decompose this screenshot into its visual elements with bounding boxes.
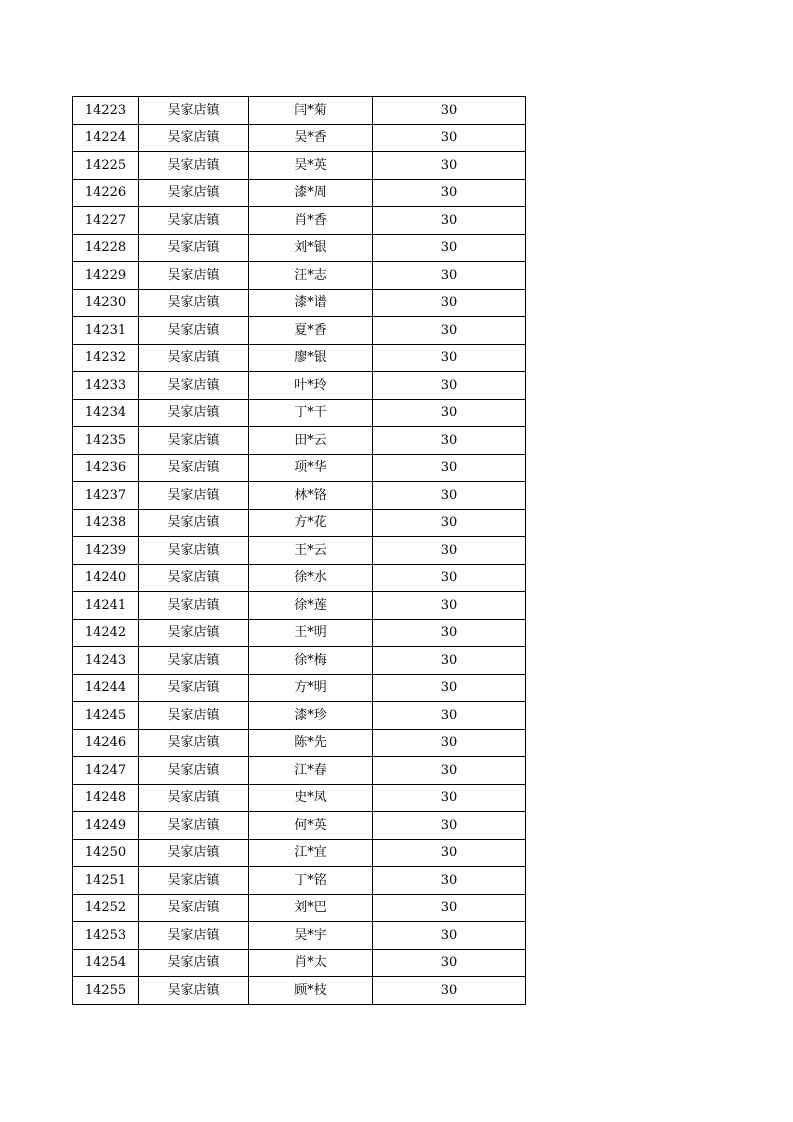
town-cell: 吴家店镇 [139,97,249,125]
row-id-cell: 14242 [73,619,139,647]
name-cell: 漆*谱 [249,289,373,317]
amount-cell: 30 [373,619,526,647]
amount-cell: 30 [373,234,526,262]
row-id-cell: 14253 [73,922,139,950]
amount-cell: 30 [373,839,526,867]
table-row [73,454,526,482]
row-id-cell: 14244 [73,674,139,702]
row-id-cell: 14226 [73,179,139,207]
row-id-cell: 14230 [73,289,139,317]
amount-cell: 30 [373,922,526,950]
row-id-cell: 14249 [73,812,139,840]
name-cell: 方*花 [249,509,373,537]
name-cell: 吴*英 [249,152,373,180]
row-id-cell: 14234 [73,399,139,427]
table-row [73,619,526,647]
town-cell: 吴家店镇 [139,702,249,730]
row-id-cell: 14247 [73,757,139,785]
amount-cell: 30 [373,399,526,427]
town-cell: 吴家店镇 [139,784,249,812]
town-cell: 吴家店镇 [139,894,249,922]
town-cell: 吴家店镇 [139,262,249,290]
amount-cell: 30 [373,152,526,180]
table-row [73,372,526,400]
amount-cell: 30 [373,647,526,675]
name-cell: 徐*梅 [249,647,373,675]
row-id-cell: 14232 [73,344,139,372]
table-row [73,234,526,262]
town-cell: 吴家店镇 [139,399,249,427]
table-row [73,537,526,565]
name-cell: 叶*玲 [249,372,373,400]
town-cell: 吴家店镇 [139,317,249,345]
row-id-cell: 14255 [73,977,139,1005]
name-cell: 廖*银 [249,344,373,372]
town-cell: 吴家店镇 [139,207,249,235]
table-row [73,564,526,592]
table-row [73,399,526,427]
amount-cell: 30 [373,207,526,235]
table-body [73,97,526,1005]
row-id-cell: 14238 [73,509,139,537]
row-id-cell: 14237 [73,482,139,510]
amount-cell: 30 [373,289,526,317]
town-cell: 吴家店镇 [139,729,249,757]
town-cell: 吴家店镇 [139,344,249,372]
name-cell: 肖*太 [249,949,373,977]
town-cell: 吴家店镇 [139,949,249,977]
table-row [73,317,526,345]
table-row [73,152,526,180]
amount-cell: 30 [373,344,526,372]
amount-cell: 30 [373,537,526,565]
amount-cell: 30 [373,262,526,290]
row-id-cell: 14236 [73,454,139,482]
town-cell: 吴家店镇 [139,482,249,510]
table-row [73,262,526,290]
name-cell: 吴*香 [249,124,373,152]
town-cell: 吴家店镇 [139,537,249,565]
row-id-cell: 14229 [73,262,139,290]
name-cell: 夏*香 [249,317,373,345]
table-row [73,289,526,317]
name-cell: 汪*志 [249,262,373,290]
amount-cell: 30 [373,317,526,345]
town-cell: 吴家店镇 [139,867,249,895]
row-id-cell: 14235 [73,427,139,455]
table-row [73,702,526,730]
table-row [73,894,526,922]
name-cell: 丁*干 [249,399,373,427]
name-cell: 田*云 [249,427,373,455]
table-row [73,784,526,812]
town-cell: 吴家店镇 [139,647,249,675]
row-id-cell: 14231 [73,317,139,345]
town-cell: 吴家店镇 [139,592,249,620]
amount-cell: 30 [373,454,526,482]
town-cell: 吴家店镇 [139,564,249,592]
town-cell: 吴家店镇 [139,922,249,950]
name-cell: 刘*银 [249,234,373,262]
town-cell: 吴家店镇 [139,454,249,482]
amount-cell: 30 [373,949,526,977]
row-id-cell: 14228 [73,234,139,262]
table-row [73,812,526,840]
name-cell: 闫*菊 [249,97,373,125]
name-cell: 项*华 [249,454,373,482]
town-cell: 吴家店镇 [139,179,249,207]
name-cell: 顾*枝 [249,977,373,1005]
table-row [73,757,526,785]
amount-cell: 30 [373,894,526,922]
name-cell: 江*春 [249,757,373,785]
amount-cell: 30 [373,97,526,125]
table-row [73,729,526,757]
row-id-cell: 14225 [73,152,139,180]
town-cell: 吴家店镇 [139,619,249,647]
name-cell: 江*宜 [249,839,373,867]
town-cell: 吴家店镇 [139,124,249,152]
name-cell: 何*英 [249,812,373,840]
amount-cell: 30 [373,509,526,537]
amount-cell: 30 [373,702,526,730]
town-cell: 吴家店镇 [139,674,249,702]
name-cell: 漆*周 [249,179,373,207]
table-row [73,922,526,950]
table-row [73,592,526,620]
row-id-cell: 14251 [73,867,139,895]
row-id-cell: 14223 [73,97,139,125]
amount-cell: 30 [373,179,526,207]
name-cell: 王*云 [249,537,373,565]
table-row [73,124,526,152]
table-row [73,179,526,207]
table-row [73,207,526,235]
name-cell: 陈*先 [249,729,373,757]
name-cell: 徐*水 [249,564,373,592]
table-row [73,839,526,867]
table-row [73,977,526,1005]
town-cell: 吴家店镇 [139,509,249,537]
document-table-container [72,96,526,1005]
name-cell: 徐*莲 [249,592,373,620]
town-cell: 吴家店镇 [139,289,249,317]
table-row [73,482,526,510]
amount-cell: 30 [373,592,526,620]
amount-cell: 30 [373,867,526,895]
table-row [73,97,526,125]
name-cell: 史*凤 [249,784,373,812]
row-id-cell: 14240 [73,564,139,592]
amount-cell: 30 [373,124,526,152]
amount-cell: 30 [373,977,526,1005]
town-cell: 吴家店镇 [139,152,249,180]
row-id-cell: 14241 [73,592,139,620]
amount-cell: 30 [373,757,526,785]
data-table [72,96,526,1005]
town-cell: 吴家店镇 [139,427,249,455]
amount-cell: 30 [373,784,526,812]
table-row [73,674,526,702]
name-cell: 肖*香 [249,207,373,235]
town-cell: 吴家店镇 [139,234,249,262]
row-id-cell: 14233 [73,372,139,400]
table-row [73,867,526,895]
table-row [73,344,526,372]
table-row [73,949,526,977]
row-id-cell: 14227 [73,207,139,235]
row-id-cell: 14254 [73,949,139,977]
amount-cell: 30 [373,482,526,510]
name-cell: 刘*巴 [249,894,373,922]
town-cell: 吴家店镇 [139,977,249,1005]
name-cell: 漆*珍 [249,702,373,730]
name-cell: 王*明 [249,619,373,647]
row-id-cell: 14245 [73,702,139,730]
name-cell: 吴*宇 [249,922,373,950]
row-id-cell: 14224 [73,124,139,152]
row-id-cell: 14239 [73,537,139,565]
amount-cell: 30 [373,564,526,592]
amount-cell: 30 [373,427,526,455]
amount-cell: 30 [373,729,526,757]
name-cell: 林*铬 [249,482,373,510]
row-id-cell: 14250 [73,839,139,867]
town-cell: 吴家店镇 [139,372,249,400]
table-row [73,647,526,675]
name-cell: 方*明 [249,674,373,702]
town-cell: 吴家店镇 [139,812,249,840]
row-id-cell: 14248 [73,784,139,812]
amount-cell: 30 [373,812,526,840]
town-cell: 吴家店镇 [139,757,249,785]
amount-cell: 30 [373,372,526,400]
row-id-cell: 14246 [73,729,139,757]
town-cell: 吴家店镇 [139,839,249,867]
table-row [73,427,526,455]
row-id-cell: 14252 [73,894,139,922]
table-row [73,509,526,537]
row-id-cell: 14243 [73,647,139,675]
name-cell: 丁*铭 [249,867,373,895]
amount-cell: 30 [373,674,526,702]
